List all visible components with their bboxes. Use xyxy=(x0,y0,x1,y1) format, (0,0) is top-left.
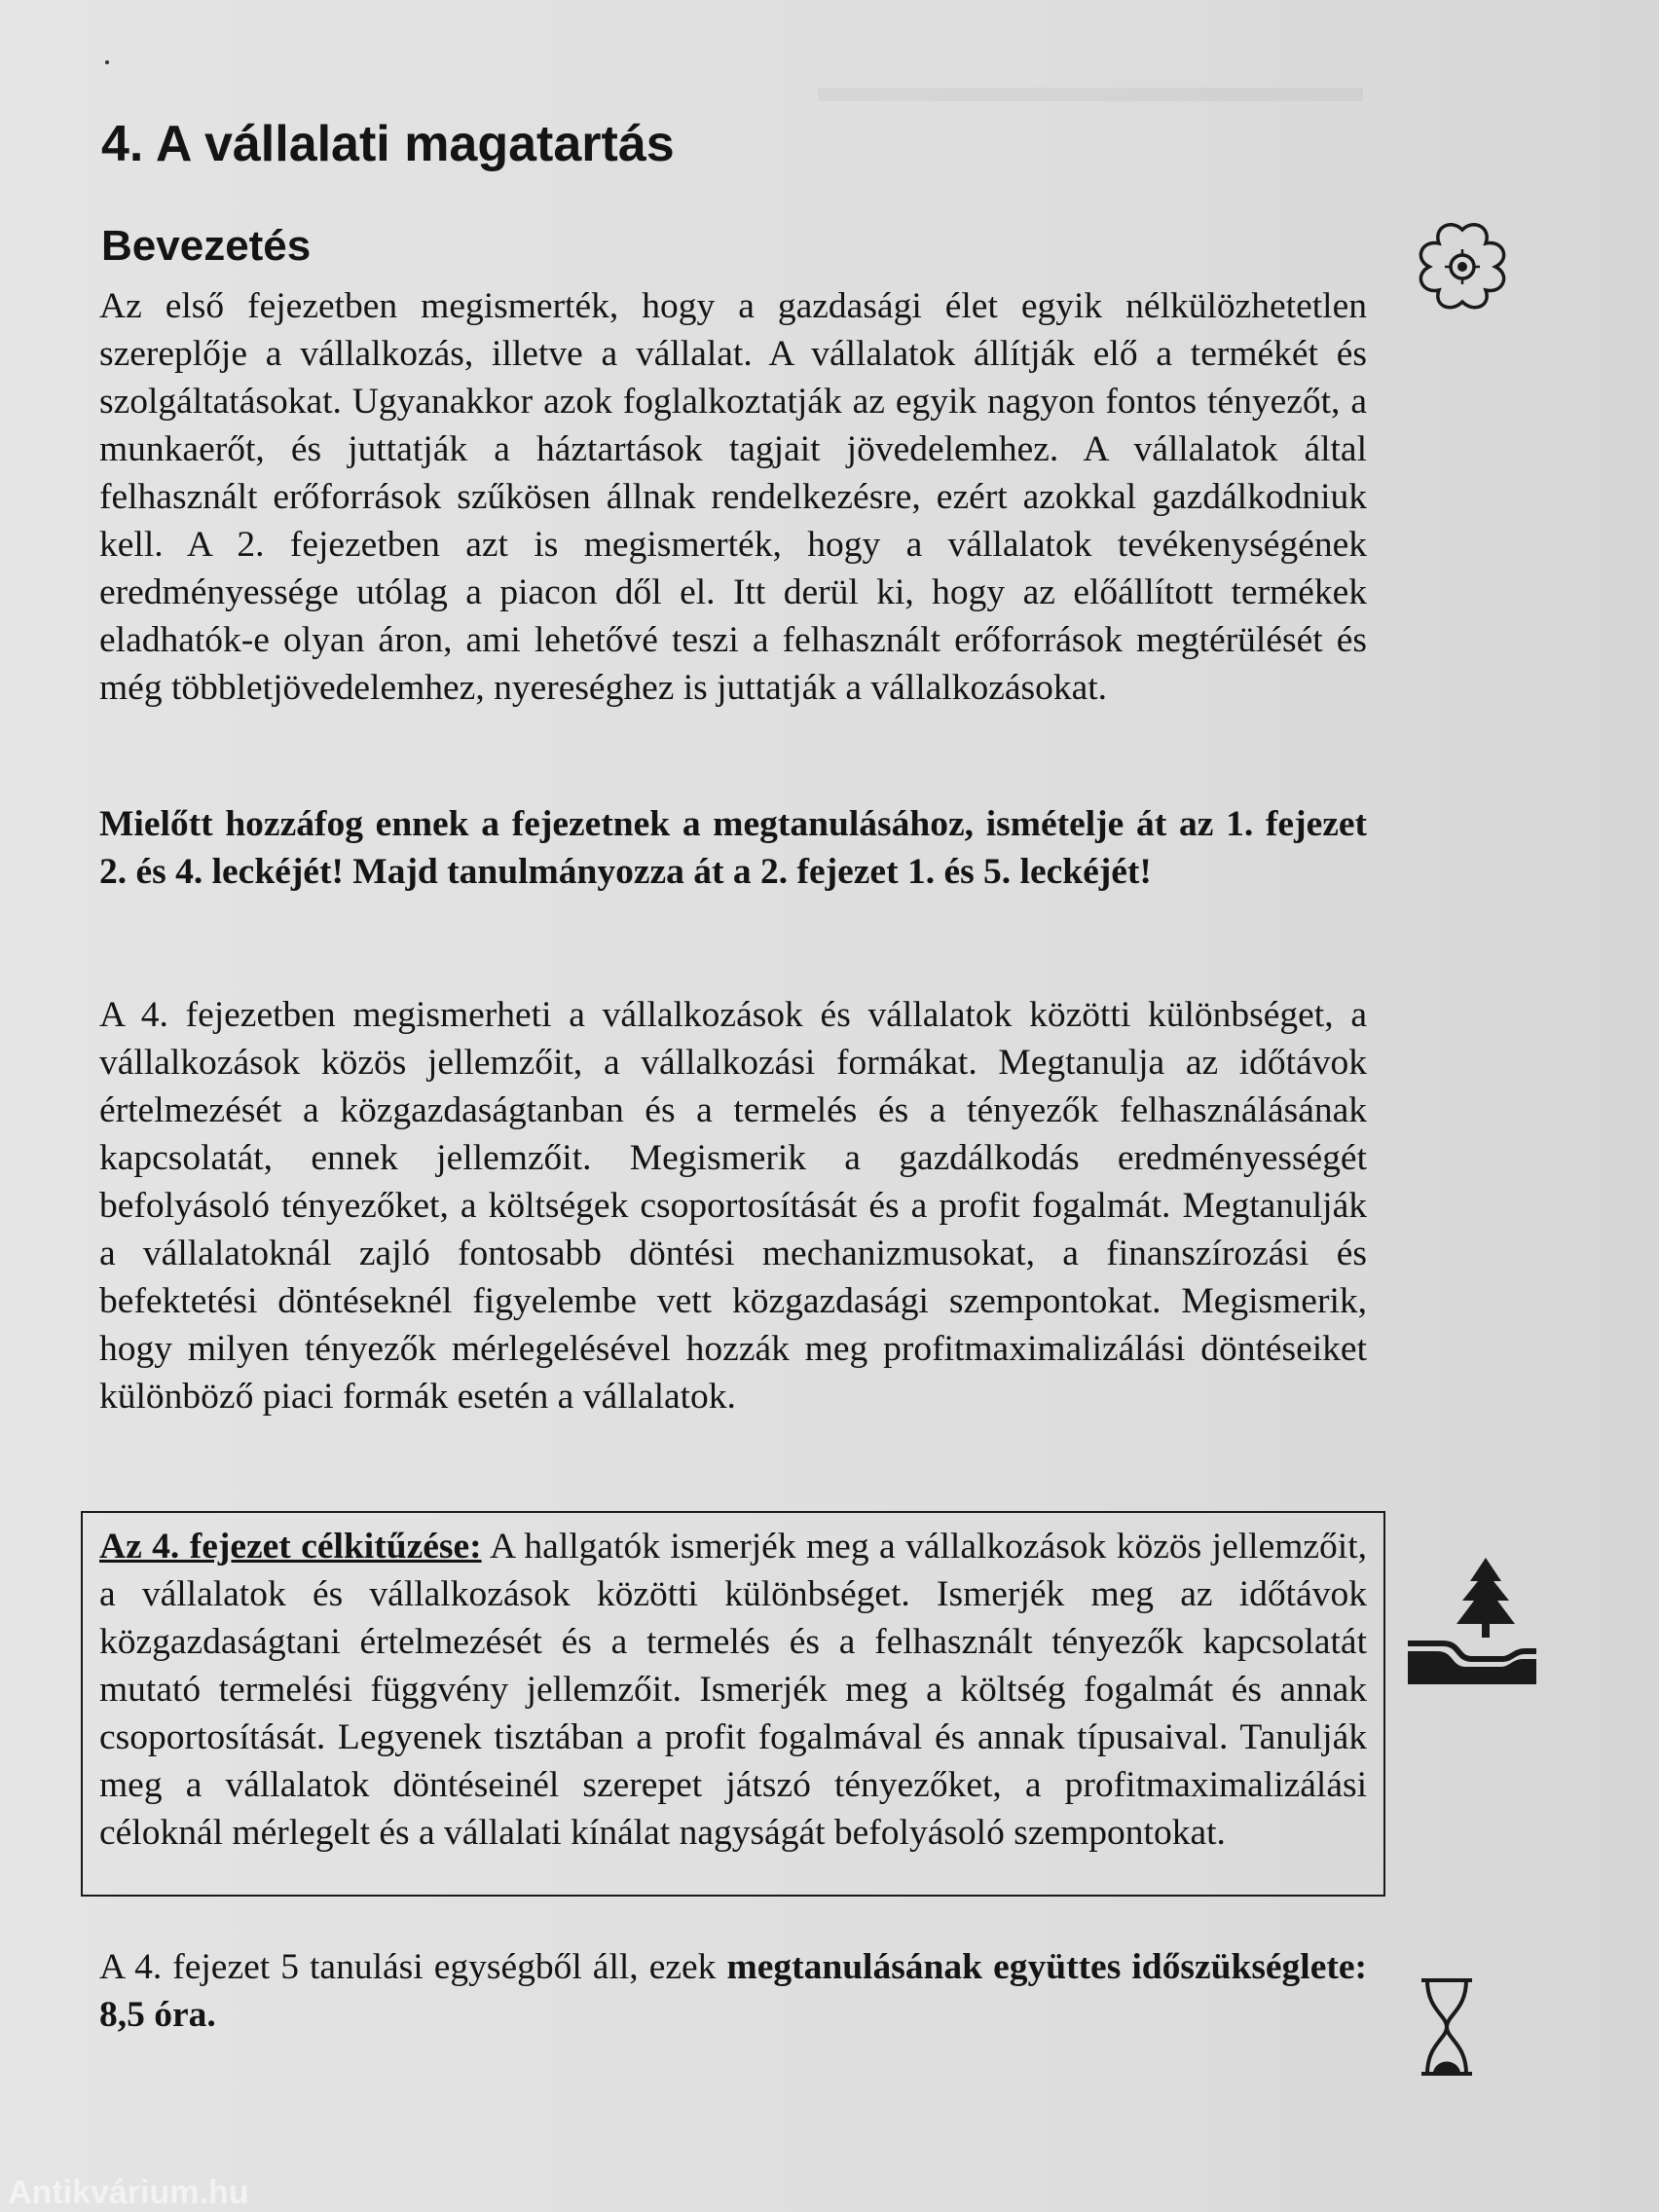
objective-box xyxy=(81,1511,1385,1897)
road-tree-icon xyxy=(1408,1558,1536,1684)
objective-body: A hallgatók ismerjék meg a vállalkozások közös jellemzőit, a vállalatok és vállalkozások közötti különbséget. Ismerjék meg az időtávok közgazdaságtani értelmezését és a termelés és a felhasznált tényezők kapcsolatát mutató termelési függvény jellemzőit. Ismerjék meg a költség fogalmát és annak csoportosítását. Legyenek tisztában a profit fogalmával és annak típusaival. Tanulják meg a vállalatok döntéseinél szerepet játszó tényezőket, a profitmaximalizálási céloknál mérlegelt és a vállalati kínálat nagyságát befolyásoló szempontokat. xyxy=(99,1527,1368,1853)
hourglass-icon xyxy=(1418,1976,1476,2078)
time-requirement: megtanulásának együttes időszükséglete: 8,5 óra. xyxy=(99,1947,1367,2035)
prerequisite-paragraph: Mielőtt hozzáfog ennek a fejezetnek a megtanulásához, ismételje át az 1. fejezet 2. és 4. leckéjét! Majd tanulmányozza át a 2. fejezet 1. és 5. leckéjét! xyxy=(99,804,1367,892)
footer-watermark: Antikvárium.hu xyxy=(8,2174,249,2211)
page-mark xyxy=(105,60,109,64)
objective-text xyxy=(99,1523,1367,1857)
time-paragraph xyxy=(99,1943,1367,2039)
objective-label: Az 4. fejezet célkitűzése: xyxy=(99,1527,482,1567)
flower-icon xyxy=(1414,216,1511,313)
overview-paragraph: A 4. fejezetben megismerheti a vállalkozások és vállalatok közötti különbséget, a vállalkozások közös jellemzőit, a vállalkozási formákat. Megtanulja az időtávok értelmezését a közgazdaságtanban és a termelés és a tényezők felhasználásának kapcsolatát, ennek jellemzőit. Megismerik a gazdálkodás eredményességét befolyásoló tényezőket, a költségek csoportosítását és a profit fogalmát. Megtanulják a vállalatoknál zajló fontosabb döntési mechanizmusokat, a finanszírozási és befektetési döntéseknél figyelembe vett közgazdasági szempontokat. Megismerik, hogy milyen tényezők mérlegelésével hozzák meg profitmaximalizálási döntéseiket különböző piaci formák esetén a vállalatok. xyxy=(99,995,1367,1417)
section-title: Bevezetés xyxy=(101,222,312,270)
chapter-title: 4. A vállalati magatartás xyxy=(101,116,675,172)
intro-paragraph: Az első fejezetben megismerték, hogy a gazdasági élet egyik nélkülözhetetlen szereplője a vállalkozás, illetve a vállalat. A vállalatok állítják elő a termékét és szolgáltatásokat. Ugyanakkor azok foglalkoztatják az egyik nagyon fontos tényezőt, a munkaerőt, és juttatják a háztartások tagjait jövedelemhez. A vállalatok által felhasznált erőforrások szűkösen állnak rendelkezésre, ezért azokkal gazdálkodniuk kell. A 2. fejezetben azt is megismerték, hogy a vállalatok tevékenységének eredményessége utólag a piacon dől el. Itt derül ki, hogy az előállított termékek eladhatók-e olyan áron, ami lehetővé teszi a felhasznált erőforrások megtérülését és még többletjövedelemhez, nyereséghez is juttatják a vállalkozásokat. xyxy=(99,286,1367,708)
time-prefix: A 4. fejezet 5 tanulási egységből áll, ezek xyxy=(99,1947,727,1987)
